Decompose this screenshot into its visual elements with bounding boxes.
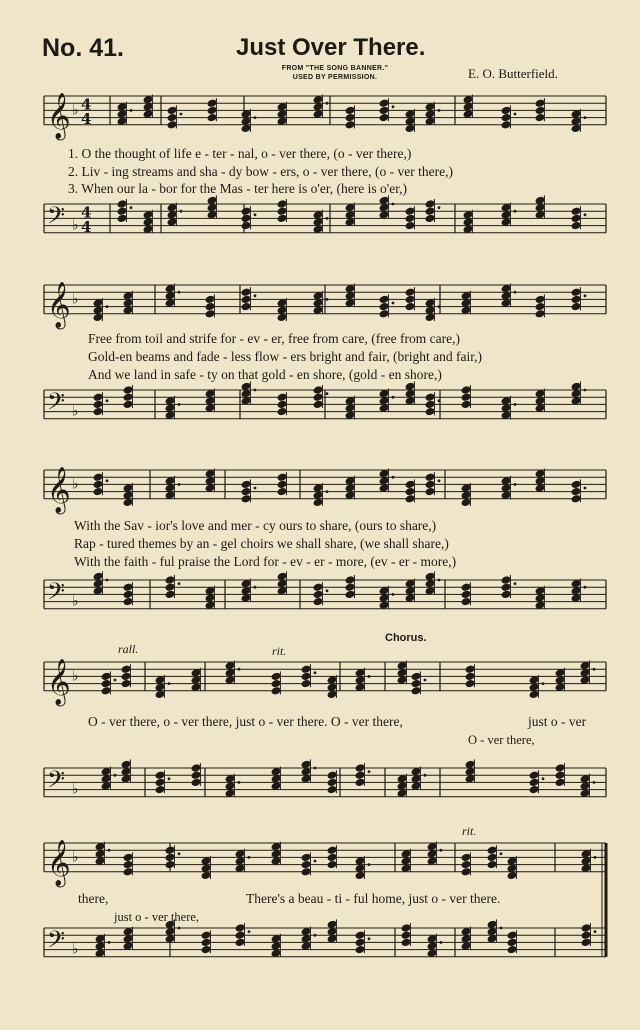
flat-key-icon: ♭ [72,291,79,308]
dot [178,483,181,486]
dot [438,399,441,402]
note-head [313,385,324,395]
note-head [425,472,436,482]
note-head [355,930,366,940]
dot [314,934,317,937]
dot [542,777,545,780]
dot [106,579,109,582]
dot [438,479,441,482]
treble-clef-icon: 𝄞 [47,281,71,328]
dot [368,770,371,773]
dot [254,294,257,297]
dot [238,781,241,784]
note-head [241,206,252,216]
chorus-bass-lyric-line2: just o - ver there, [114,910,200,924]
flat-key-icon: ♭ [72,849,79,866]
note-head [201,930,212,940]
note-head [207,98,218,108]
source-line-1: FROM "THE SONG BANNER." [281,65,389,72]
dot [114,679,117,682]
dot [178,403,181,406]
bass-clef-icon: 𝄢 [47,925,66,959]
bass-clef-icon: 𝄢 [47,201,66,235]
note-head [535,295,546,305]
dot [178,852,181,855]
flat-key-icon: ♭ [72,941,79,958]
bass-clef-icon: 𝄢 [47,387,66,421]
note-head [93,472,104,482]
dot [584,116,587,119]
dot [593,668,596,671]
note-head [301,853,312,863]
treble-clef-icon: 𝄞 [47,839,71,886]
dot [514,210,517,213]
note-head [501,575,512,585]
note-head [327,845,338,855]
dot [314,767,317,770]
verse1-lyric-line2: Free from toil and strife for - ev - er, free from care, (free from care,) [88,331,461,346]
treble-clef-icon: 𝄞 [47,466,71,513]
note-head [401,923,412,933]
dot [180,210,183,213]
dot [326,490,329,493]
chorus-lyric-line2: There's a beau - ti - ful home, just o - ver there. [246,891,501,906]
time-signature: 4 [81,109,92,128]
note-head [271,672,282,682]
note-head [93,392,104,402]
dot [108,941,111,944]
note-head [581,923,592,933]
dot [584,586,587,589]
dot [130,206,133,209]
chorus-lyric-line1: O - ver there, o - ver there, just o - ver there. O - ver there, [88,714,403,729]
dot [108,849,111,852]
rit-direction-1: rit. [272,644,287,658]
treble-clef-icon: 𝄞 [47,658,71,705]
note-head [465,664,476,674]
note-head [123,385,134,395]
note-head [123,853,134,863]
dot [440,941,443,944]
dot [178,291,181,294]
dot [326,217,329,220]
note-head [571,206,582,216]
dot [594,930,597,933]
dot [326,298,329,301]
dot [438,206,441,209]
dot [440,849,443,852]
dot [514,291,517,294]
dot [514,582,517,585]
dot [392,105,395,108]
verse2-lyric-line1: 2. Liv - ing streams and sha - dy bow - ers, o - ver there, (o - ver there,) [68,164,453,179]
time-signature: 4 [81,217,92,236]
flat-key-icon: ♭ [72,102,79,119]
dot [314,671,317,674]
dot [238,668,241,671]
rall-direction: rall. [118,642,139,656]
note-head [167,106,178,116]
dot [514,483,517,486]
dot [514,113,517,116]
dot [106,305,109,308]
note-head [345,106,356,116]
note-head [405,480,416,490]
dot [254,487,257,490]
note-head [205,295,216,305]
dot [248,930,251,933]
dot [114,774,117,777]
dot [254,586,257,589]
dot [424,774,427,777]
dot [178,582,181,585]
verse3-lyric-line1: 3. When our la - bor for the Mas - ter here is o'er, (here is o'er,) [68,181,408,196]
verse1-lyric-line1: 1. O the thought of life e - ter - nal, o - ver there, (o - ver there,) [68,146,412,161]
note-head [355,763,366,773]
dot [326,589,329,592]
dot [500,927,503,930]
note-head [405,287,416,297]
dot [168,682,171,685]
dot [178,927,181,930]
dot [514,403,517,406]
note-head [277,472,288,482]
chorus-lyric-line1-end: just o - ver [528,714,587,729]
note-head [241,480,252,490]
note-head [301,664,312,674]
dot [392,593,395,596]
dot [542,682,545,685]
dot [106,399,109,402]
dot [326,392,329,395]
time-signature: 4 [81,95,92,114]
dot [584,487,587,490]
dot [180,113,183,116]
chorus-label: Chorus. [385,632,427,644]
time-signature: 4 [81,203,92,222]
note-head [123,582,134,592]
dot [392,302,395,305]
dot [106,479,109,482]
flat-key-icon: ♭ [72,593,79,610]
flat-key-icon: ♭ [72,476,79,493]
dot [594,856,597,859]
note-head [379,98,390,108]
verse2-lyric-line3: Rap - tured themes by an - gel choirs we shall share, (we shall share,) [74,536,449,551]
note-head [117,199,128,209]
note-head [461,582,472,592]
dot [248,856,251,859]
note-head [571,287,582,297]
dot [168,777,171,780]
dot [593,781,596,784]
note-head [529,770,540,780]
note-head [411,672,422,682]
note-head [487,845,498,855]
note-head [313,582,324,592]
dot [314,860,317,863]
dot [392,476,395,479]
note-head [507,930,518,940]
note-head [571,480,582,490]
note-head [345,575,356,585]
dot [584,294,587,297]
source-line-2: USED BY PERMISSION. [292,74,378,81]
dot [368,675,371,678]
note-head [101,672,112,682]
flat-key-icon: ♭ [72,781,79,798]
note-head [235,923,246,933]
chorus-bass-lyric-line1: O - ver there, [468,733,535,747]
note-head [121,664,132,674]
note-head [535,98,546,108]
note-head [425,199,436,209]
note-head [277,392,288,402]
note-head [165,575,176,585]
note-head [191,763,202,773]
composer-credit: E. O. Butterfield. [468,66,558,81]
dot [500,852,503,855]
dot [438,305,441,308]
treble-clef-icon: 𝄞 [47,92,71,139]
note-head [241,287,252,297]
dot [392,203,395,206]
flat-key-icon: ♭ [72,217,79,234]
dot [392,396,395,399]
verse3-lyric-line3: With the faith - ful praise the Lord for - ev - er - more, (ev - er - more,) [74,554,457,569]
hymn-number: No. 41. [42,34,124,62]
dot [584,213,587,216]
dot [584,389,587,392]
dot [424,679,427,682]
note-head [327,770,338,780]
flat-key-icon: ♭ [72,403,79,420]
flat-key-icon: ♭ [72,668,79,685]
note-head [501,106,512,116]
note-head [165,845,176,855]
note-head [405,206,416,216]
note-head [379,295,390,305]
verse2-lyric-line2: Gold-en beams and fade - less flow - ers bright and fair, (bright and fair,) [88,349,483,364]
dot [254,389,257,392]
verse3-lyric-line2: And we land in safe - ty on that gold - en shore, (gold - en shore,) [88,367,442,382]
note-head [155,770,166,780]
verse1-lyric-line3: With the Sav - ior's love and mer - cy ours to share, (ours to share,) [74,518,437,533]
note-head [461,385,472,395]
dot [254,116,257,119]
dot [254,213,257,216]
note-head [425,392,436,402]
dot [368,937,371,940]
dot [368,863,371,866]
rit-direction-2: rit. [462,824,477,838]
dot [438,579,441,582]
bass-clef-icon: 𝄢 [47,577,66,611]
note-head [555,763,566,773]
note-head [461,853,472,863]
hymn-title: Just Over There. [236,34,426,61]
chorus-lyric-line2-start: there, [78,891,109,906]
dot [130,109,133,112]
note-head [277,199,288,209]
dot [326,102,329,105]
dot [438,109,441,112]
bass-clef-icon: 𝄢 [47,765,66,799]
